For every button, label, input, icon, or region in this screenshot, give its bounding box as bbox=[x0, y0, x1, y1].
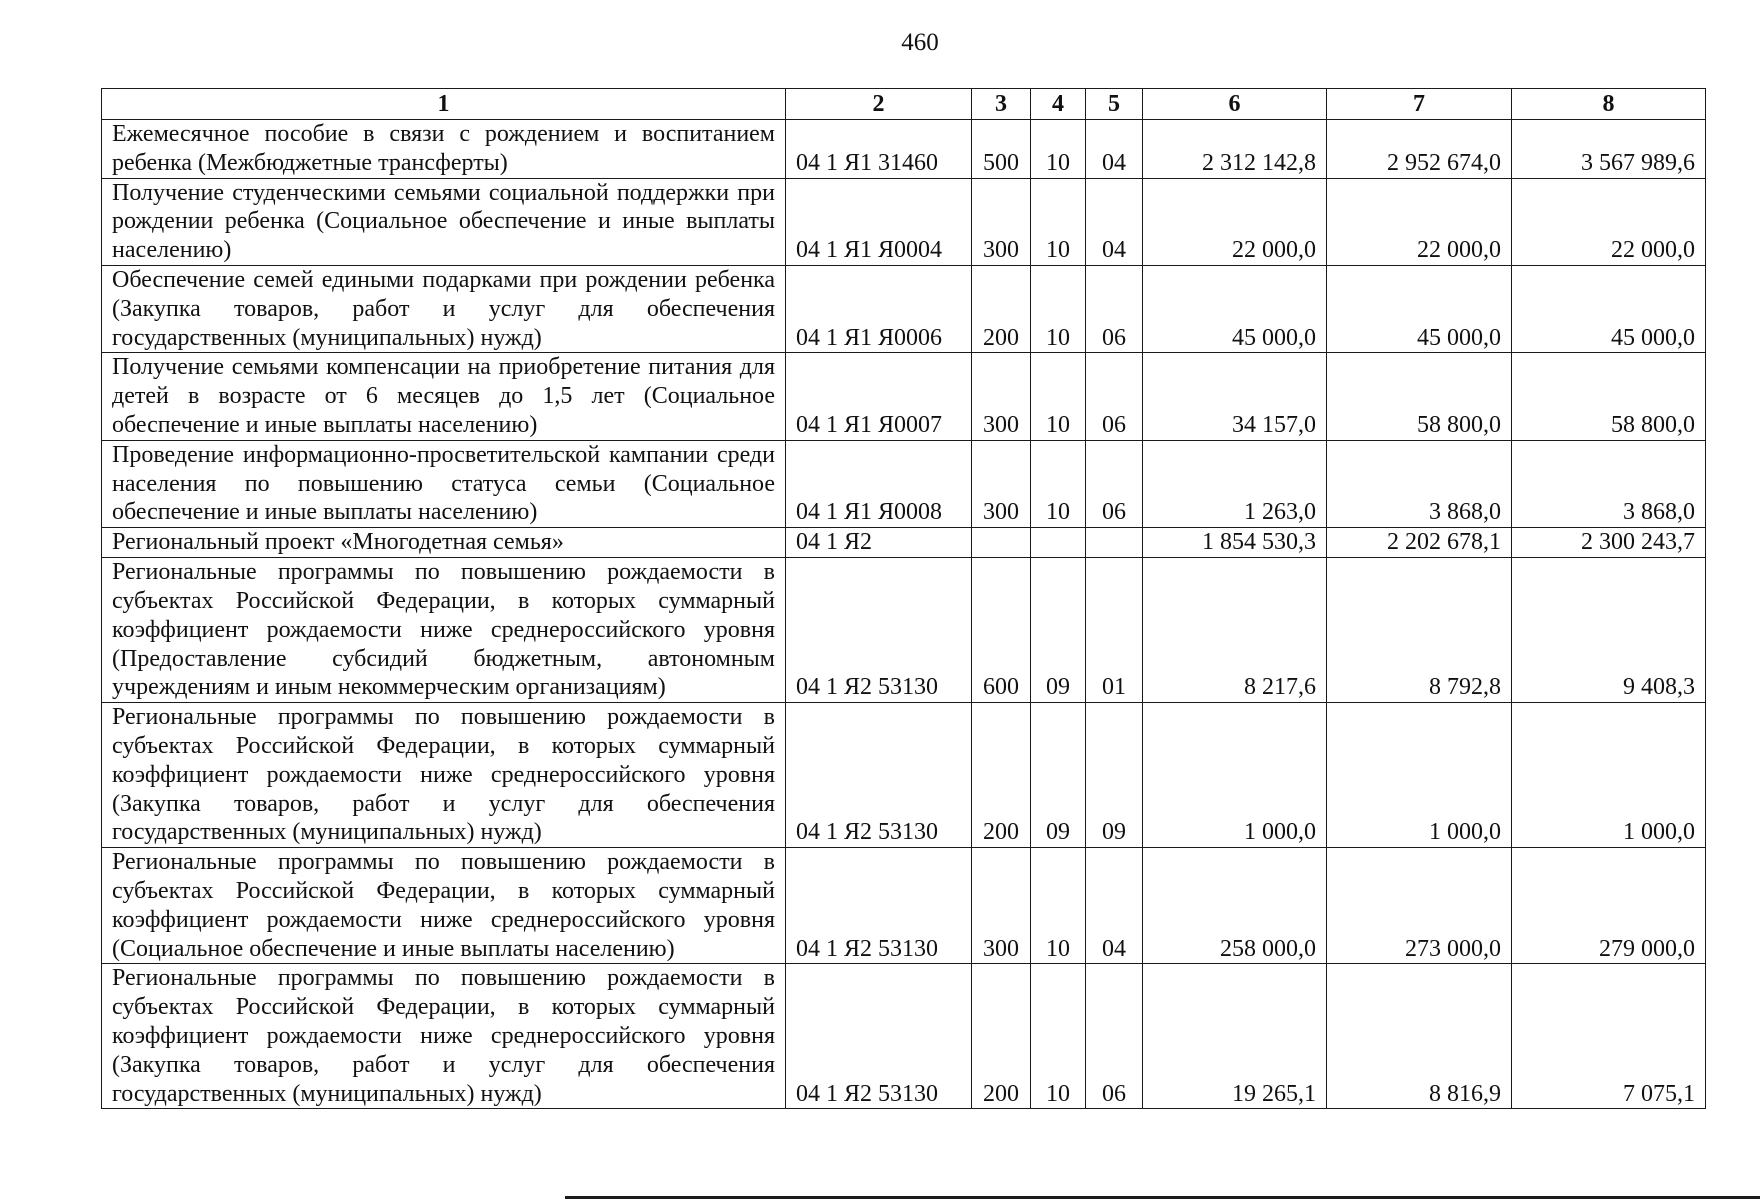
section-code: 10 bbox=[1031, 178, 1086, 265]
subsection-code: 06 bbox=[1086, 353, 1143, 440]
expense-name: Региональные программы по повышению рождаемости в субъектах Российской Федерации, в которых суммарный коэффициент рождаемости ниже среднероссийского уровня (Закупка товаров, работ и услуг для обеспечения государственных (муниципальных) нужд) bbox=[102, 964, 786, 1109]
amount-col-6: 19 265,1 bbox=[1143, 964, 1327, 1109]
expense-type-code: 300 bbox=[972, 440, 1031, 527]
table-row bbox=[102, 703, 1706, 848]
budget-table bbox=[101, 88, 1706, 1109]
section-code bbox=[1031, 528, 1086, 558]
amount-col-6: 258 000,0 bbox=[1143, 848, 1327, 964]
budget-code: 04 1 Я1 Я0007 bbox=[786, 353, 972, 440]
table-row bbox=[102, 353, 1706, 440]
section-code: 09 bbox=[1031, 558, 1086, 703]
table-row bbox=[102, 178, 1706, 265]
expense-type-code: 200 bbox=[972, 703, 1031, 848]
expense-name: Проведение информационно-просветительской кампании среди населения по повышению статуса семьи (Социальное обеспечение и иные выплаты населению) bbox=[102, 440, 786, 527]
column-header: 8 bbox=[1512, 89, 1706, 120]
subsection-code: 04 bbox=[1086, 848, 1143, 964]
amount-col-6: 2 312 142,8 bbox=[1143, 120, 1327, 179]
subsection-code: 04 bbox=[1086, 178, 1143, 265]
amount-col-7: 2 952 674,0 bbox=[1327, 120, 1512, 179]
amount-col-7: 2 202 678,1 bbox=[1327, 528, 1512, 558]
expense-type-code: 600 bbox=[972, 558, 1031, 703]
project-name: Региональный проект «Многодетная семья» bbox=[102, 528, 786, 558]
section-code: 10 bbox=[1031, 120, 1086, 179]
subsection-code: 09 bbox=[1086, 703, 1143, 848]
amount-col-7: 1 000,0 bbox=[1327, 703, 1512, 848]
amount-col-8: 7 075,1 bbox=[1512, 964, 1706, 1109]
bottom-divider-line bbox=[565, 1196, 1760, 1199]
budget-code: 04 1 Я2 53130 bbox=[786, 964, 972, 1109]
section-code: 10 bbox=[1031, 265, 1086, 352]
table-row bbox=[102, 440, 1706, 527]
expense-type-code: 300 bbox=[972, 178, 1031, 265]
budget-code: 04 1 Я1 Я0004 bbox=[786, 178, 972, 265]
amount-col-7: 45 000,0 bbox=[1327, 265, 1512, 352]
column-header: 6 bbox=[1143, 89, 1327, 120]
column-header: 4 bbox=[1031, 89, 1086, 120]
expense-name: Региональные программы по повышению рождаемости в субъектах Российской Федерации, в которых суммарный коэффициент рождаемости ниже среднероссийского уровня (Закупка товаров, работ и услуг для обеспечения государственных (муниципальных) нужд) bbox=[102, 703, 786, 848]
expense-type-code: 200 bbox=[972, 964, 1031, 1109]
amount-col-8: 1 000,0 bbox=[1512, 703, 1706, 848]
column-header: 7 bbox=[1327, 89, 1512, 120]
expense-name: Ежемесячное пособие в связи с рождением и воспитанием ребенка (Межбюджетные трансферты) bbox=[102, 120, 786, 179]
page-number: 460 bbox=[901, 29, 939, 56]
table-row bbox=[102, 265, 1706, 352]
header-row bbox=[102, 89, 1706, 120]
amount-col-8: 3 868,0 bbox=[1512, 440, 1706, 527]
subsection-code: 04 bbox=[1086, 120, 1143, 179]
budget-code: 04 1 Я1 Я0008 bbox=[786, 440, 972, 527]
subsection-code: 06 bbox=[1086, 964, 1143, 1109]
expense-type-code: 300 bbox=[972, 848, 1031, 964]
budget-code: 04 1 Я2 bbox=[786, 528, 972, 558]
section-code: 09 bbox=[1031, 703, 1086, 848]
column-header: 2 bbox=[786, 89, 972, 120]
amount-col-8: 279 000,0 bbox=[1512, 848, 1706, 964]
subsection-code bbox=[1086, 528, 1143, 558]
amount-col-7: 273 000,0 bbox=[1327, 848, 1512, 964]
table-row bbox=[102, 964, 1706, 1109]
expense-type-code: 200 bbox=[972, 265, 1031, 352]
amount-col-8: 2 300 243,7 bbox=[1512, 528, 1706, 558]
section-code: 10 bbox=[1031, 848, 1086, 964]
amount-col-6: 8 217,6 bbox=[1143, 558, 1327, 703]
amount-col-6: 1 263,0 bbox=[1143, 440, 1327, 527]
subsection-code: 01 bbox=[1086, 558, 1143, 703]
amount-col-8: 45 000,0 bbox=[1512, 265, 1706, 352]
amount-col-8: 22 000,0 bbox=[1512, 178, 1706, 265]
amount-col-8: 9 408,3 bbox=[1512, 558, 1706, 703]
expense-name: Получение студенческими семьями социальной поддержки при рождении ребенка (Социальное обеспечение и иные выплаты населению) bbox=[102, 178, 786, 265]
column-header: 3 bbox=[972, 89, 1031, 120]
column-header: 1 bbox=[102, 89, 786, 120]
expense-type-code bbox=[972, 528, 1031, 558]
expense-name: Региональные программы по повышению рождаемости в субъектах Российской Федерации, в которых суммарный коэффициент рождаемости ниже среднероссийского уровня (Предоставление субсидий бюджетным, автономным учреждениям и иным некоммерческим организациям) bbox=[102, 558, 786, 703]
amount-col-6: 22 000,0 bbox=[1143, 178, 1327, 265]
table-row bbox=[102, 558, 1706, 703]
budget-code: 04 1 Я1 Я0006 bbox=[786, 265, 972, 352]
expense-name: Обеспечение семей едиными подарками при рождении ребенка (Закупка товаров, работ и услуг для обеспечения государственных (муниципальных) нужд) bbox=[102, 265, 786, 352]
amount-col-7: 3 868,0 bbox=[1327, 440, 1512, 527]
table-row bbox=[102, 120, 1706, 179]
amount-col-6: 45 000,0 bbox=[1143, 265, 1327, 352]
section-code: 10 bbox=[1031, 964, 1086, 1109]
section-code: 10 bbox=[1031, 440, 1086, 527]
amount-col-7: 8 816,9 bbox=[1327, 964, 1512, 1109]
table-row bbox=[102, 848, 1706, 964]
amount-col-7: 22 000,0 bbox=[1327, 178, 1512, 265]
amount-col-8: 58 800,0 bbox=[1512, 353, 1706, 440]
amount-col-7: 58 800,0 bbox=[1327, 353, 1512, 440]
expense-type-code: 500 bbox=[972, 120, 1031, 179]
amount-col-8: 3 567 989,6 bbox=[1512, 120, 1706, 179]
amount-col-6: 34 157,0 bbox=[1143, 353, 1327, 440]
expense-name: Получение семьями компенсации на приобретение питания для детей в возрасте от 6 месяцев до 1,5 лет (Социальное обеспечение и иные выплаты населению) bbox=[102, 353, 786, 440]
subsection-code: 06 bbox=[1086, 265, 1143, 352]
budget-code: 04 1 Я2 53130 bbox=[786, 848, 972, 964]
table-row bbox=[102, 528, 1706, 558]
subsection-code: 06 bbox=[1086, 440, 1143, 527]
budget-code: 04 1 Я2 53130 bbox=[786, 558, 972, 703]
amount-col-7: 8 792,8 bbox=[1327, 558, 1512, 703]
expense-type-code: 300 bbox=[972, 353, 1031, 440]
budget-code: 04 1 Я2 53130 bbox=[786, 703, 972, 848]
amount-col-6: 1 854 530,3 bbox=[1143, 528, 1327, 558]
budget-code: 04 1 Я1 31460 bbox=[786, 120, 972, 179]
expense-name: Региональные программы по повышению рождаемости в субъектах Российской Федерации, в которых суммарный коэффициент рождаемости ниже среднероссийского уровня (Социальное обеспечение и иные выплаты населению) bbox=[102, 848, 786, 964]
column-header: 5 bbox=[1086, 89, 1143, 120]
section-code: 10 bbox=[1031, 353, 1086, 440]
amount-col-6: 1 000,0 bbox=[1143, 703, 1327, 848]
